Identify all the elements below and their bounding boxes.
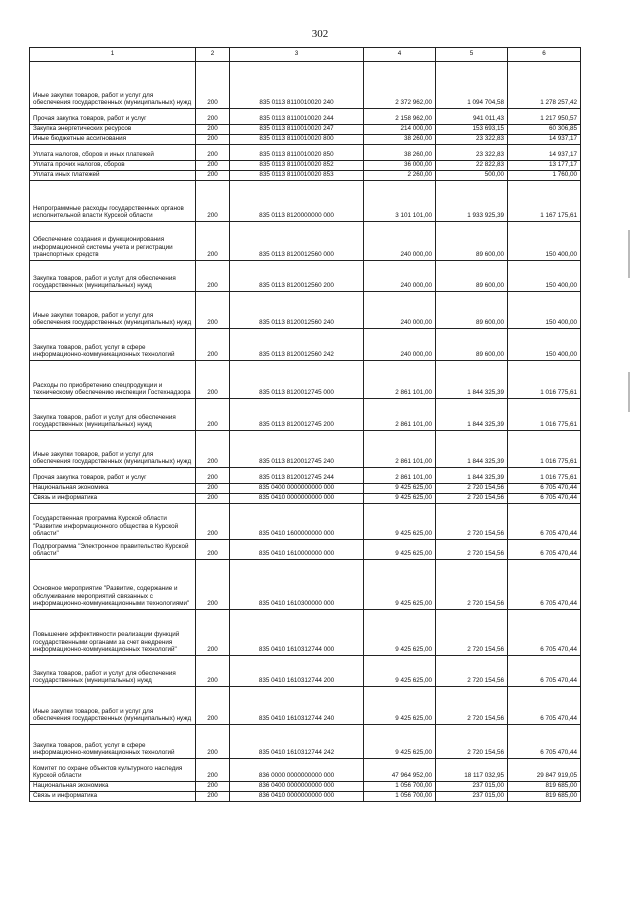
row-col-6-value: 6 705 470,44 bbox=[508, 484, 581, 494]
row-code: 835 0113 8110010020 800 bbox=[230, 135, 364, 145]
row-col-4-value: 36 000,00 bbox=[364, 161, 436, 171]
row-col-5-value: 2 720 154,56 bbox=[436, 610, 508, 656]
row-col-4-value: 47 964 952,00 bbox=[364, 759, 436, 782]
row-col-6-value: 60 306,85 bbox=[508, 125, 581, 135]
header-col-1: 1 bbox=[30, 48, 196, 62]
scan-margin-mark bbox=[628, 372, 630, 412]
table-row bbox=[30, 329, 581, 361]
row-col-5-value: 89 600,00 bbox=[436, 292, 508, 329]
row-code: 835 0113 8110010020 850 bbox=[230, 145, 364, 161]
row-code: 835 0113 8110010020 852 bbox=[230, 161, 364, 171]
row-col-4-value: 38 260,00 bbox=[364, 135, 436, 145]
row-name: Государственная программа Курской области "Развитие информационного общества в Курской области" bbox=[30, 504, 196, 540]
row-col-6-value: 6 705 470,44 bbox=[508, 540, 581, 560]
row-col-6-value: 1 016 775,61 bbox=[508, 468, 581, 484]
row-col-4-value: 9 425 625,00 bbox=[364, 484, 436, 494]
row-col-6-value: 1 167 175,61 bbox=[508, 181, 581, 222]
row-name: Прочая закупка товаров, работ и услуг bbox=[30, 109, 196, 125]
table-row bbox=[30, 125, 581, 135]
row-col-2: 200 bbox=[196, 468, 230, 484]
row-col-2: 200 bbox=[196, 687, 230, 725]
row-col-5-value: 2 720 154,56 bbox=[436, 560, 508, 610]
row-name: Национальная экономика bbox=[30, 484, 196, 494]
row-col-4-value: 9 425 625,00 bbox=[364, 656, 436, 687]
table-row bbox=[30, 759, 581, 782]
row-name: Непрограммные расходы государственных органов исполнительной власти Курской области bbox=[30, 181, 196, 222]
row-code: 836 0000 0000000000 000 bbox=[230, 759, 364, 782]
row-col-5-value: 2 720 154,56 bbox=[436, 687, 508, 725]
row-col-4-value: 2 260,00 bbox=[364, 171, 436, 181]
row-name: Расходы по приобретению спецпродукции и техническому обеспечению инспекции Гостехнадзора bbox=[30, 361, 196, 399]
row-col-2: 200 bbox=[196, 484, 230, 494]
row-col-2: 200 bbox=[196, 656, 230, 687]
row-code: 835 0410 1610312744 242 bbox=[230, 725, 364, 759]
row-code: 835 0113 8110010020 240 bbox=[230, 62, 364, 109]
table-row bbox=[30, 725, 581, 759]
row-col-4-value: 214 000,00 bbox=[364, 125, 436, 135]
row-col-2: 200 bbox=[196, 261, 230, 292]
row-name: Закупка товаров, работ, услуг в сфере информационно-коммуникационных технологий bbox=[30, 725, 196, 759]
row-col-5-value: 1 844 325,39 bbox=[436, 431, 508, 468]
row-code: 835 0113 8120000000 000 bbox=[230, 181, 364, 222]
row-code: 835 0113 8120012560 200 bbox=[230, 261, 364, 292]
row-col-6-value: 6 705 470,44 bbox=[508, 560, 581, 610]
header-col-6: 6 bbox=[508, 48, 581, 62]
row-col-4-value: 9 425 625,00 bbox=[364, 610, 436, 656]
header-col-2: 2 bbox=[196, 48, 230, 62]
row-col-5-value: 23 322,83 bbox=[436, 145, 508, 161]
row-col-4-value: 9 425 625,00 bbox=[364, 504, 436, 540]
table-row bbox=[30, 504, 581, 540]
row-col-4-value: 2 861 101,00 bbox=[364, 468, 436, 484]
row-col-4-value: 38 260,00 bbox=[364, 145, 436, 161]
table-row bbox=[30, 161, 581, 171]
row-col-5-value: 2 720 154,56 bbox=[436, 656, 508, 687]
table-row bbox=[30, 540, 581, 560]
row-col-5-value: 1 844 325,39 bbox=[436, 468, 508, 484]
row-col-2: 200 bbox=[196, 610, 230, 656]
row-code: 835 0113 8120012745 200 bbox=[230, 399, 364, 431]
row-col-2: 200 bbox=[196, 540, 230, 560]
row-code: 835 0113 8120012745 240 bbox=[230, 431, 364, 468]
row-col-5-value: 1 094 704,58 bbox=[436, 62, 508, 109]
scan-margin-mark bbox=[628, 230, 630, 278]
table-row bbox=[30, 135, 581, 145]
table-row bbox=[30, 792, 581, 802]
row-name: Связь и информатика bbox=[30, 494, 196, 504]
row-code: 835 0113 8120012560 240 bbox=[230, 292, 364, 329]
row-col-2: 200 bbox=[196, 782, 230, 792]
row-col-4-value: 2 861 101,00 bbox=[364, 361, 436, 399]
row-col-4-value: 2 372 962,00 bbox=[364, 62, 436, 109]
row-name: Иные бюджетные ассигнования bbox=[30, 135, 196, 145]
row-col-4-value: 240 000,00 bbox=[364, 222, 436, 261]
row-name: Основное мероприятие "Развитие, содержание и обслуживание мероприятий связанных с информационно-коммуникационными технологиями" bbox=[30, 560, 196, 610]
row-col-5-value: 89 600,00 bbox=[436, 222, 508, 261]
table-row bbox=[30, 560, 581, 610]
row-col-6-value: 1 278 257,42 bbox=[508, 62, 581, 109]
row-col-5-value: 1 844 325,39 bbox=[436, 361, 508, 399]
row-col-2: 200 bbox=[196, 725, 230, 759]
header-col-3: 3 bbox=[230, 48, 364, 62]
row-col-6-value: 150 400,00 bbox=[508, 292, 581, 329]
row-col-4-value: 2 158 962,00 bbox=[364, 109, 436, 125]
row-col-6-value: 6 705 470,44 bbox=[508, 725, 581, 759]
row-col-6-value: 1 217 950,57 bbox=[508, 109, 581, 125]
row-col-5-value: 1 933 925,39 bbox=[436, 181, 508, 222]
row-col-6-value: 150 400,00 bbox=[508, 222, 581, 261]
row-col-6-value: 6 705 470,44 bbox=[508, 656, 581, 687]
row-code: 835 0410 0000000000 000 bbox=[230, 494, 364, 504]
row-col-4-value: 240 000,00 bbox=[364, 329, 436, 361]
row-col-4-value: 9 425 625,00 bbox=[364, 725, 436, 759]
row-col-2: 200 bbox=[196, 171, 230, 181]
row-col-4-value: 240 000,00 bbox=[364, 261, 436, 292]
row-col-6-value: 6 705 470,44 bbox=[508, 494, 581, 504]
row-col-5-value: 941 011,43 bbox=[436, 109, 508, 125]
row-name: Закупка товаров, работ и услуг для обеспечения государственных (муниципальных) нужд bbox=[30, 656, 196, 687]
table-row bbox=[30, 687, 581, 725]
row-col-5-value: 153 693,15 bbox=[436, 125, 508, 135]
table-row bbox=[30, 656, 581, 687]
table-row bbox=[30, 468, 581, 484]
table-row bbox=[30, 109, 581, 125]
table-row bbox=[30, 431, 581, 468]
row-col-5-value: 2 720 154,56 bbox=[436, 725, 508, 759]
row-col-5-value: 500,00 bbox=[436, 171, 508, 181]
row-col-2: 200 bbox=[196, 361, 230, 399]
row-col-4-value: 240 000,00 bbox=[364, 292, 436, 329]
row-name: Подпрограмма "Электронное правительство Курской области" bbox=[30, 540, 196, 560]
row-col-4-value: 2 861 101,00 bbox=[364, 399, 436, 431]
row-name: Иные закупки товаров, работ и услуг для обеспечения государственных (муниципальных) нужд bbox=[30, 431, 196, 468]
row-col-2: 200 bbox=[196, 62, 230, 109]
row-code: 835 0113 8120012560 000 bbox=[230, 222, 364, 261]
row-col-2: 200 bbox=[196, 161, 230, 171]
table-row bbox=[30, 292, 581, 329]
table-row bbox=[30, 610, 581, 656]
row-col-4-value: 1 056 700,00 bbox=[364, 792, 436, 802]
row-code: 836 0400 0000000000 000 bbox=[230, 782, 364, 792]
row-col-2: 200 bbox=[196, 329, 230, 361]
row-col-2: 200 bbox=[196, 560, 230, 610]
row-code: 835 0113 8120012745 244 bbox=[230, 468, 364, 484]
row-name: Национальная экономика bbox=[30, 782, 196, 792]
row-name: Закупка энергетических ресурсов bbox=[30, 125, 196, 135]
row-col-5-value: 237 015,00 bbox=[436, 782, 508, 792]
header-row bbox=[30, 48, 581, 62]
row-col-6-value: 1 016 775,61 bbox=[508, 399, 581, 431]
row-col-6-value: 819 685,00 bbox=[508, 792, 581, 802]
table-row bbox=[30, 399, 581, 431]
row-name: Прочая закупка товаров, работ и услуг bbox=[30, 468, 196, 484]
row-code: 835 0113 8110010020 244 bbox=[230, 109, 364, 125]
row-col-2: 200 bbox=[196, 494, 230, 504]
row-code: 835 0410 1610300000 000 bbox=[230, 560, 364, 610]
row-col-6-value: 14 937,17 bbox=[508, 145, 581, 161]
table-row bbox=[30, 261, 581, 292]
header-col-4: 4 bbox=[364, 48, 436, 62]
table-row bbox=[30, 222, 581, 261]
row-col-6-value: 29 847 919,05 bbox=[508, 759, 581, 782]
row-code: 835 0410 1610312744 240 bbox=[230, 687, 364, 725]
row-name: Иные закупки товаров, работ и услуг для обеспечения государственных (муниципальных) нужд bbox=[30, 62, 196, 109]
row-col-4-value: 1 056 700,00 bbox=[364, 782, 436, 792]
table-row bbox=[30, 494, 581, 504]
page-number: 302 bbox=[311, 28, 329, 40]
row-col-6-value: 819 685,00 bbox=[508, 782, 581, 792]
row-name: Иные закупки товаров, работ и услуг для обеспечения государственных (муниципальных) нужд bbox=[30, 687, 196, 725]
row-col-5-value: 237 015,00 bbox=[436, 792, 508, 802]
row-name: Иные закупки товаров, работ и услуг для обеспечения государственных (муниципальных) нужд bbox=[30, 292, 196, 329]
row-col-2: 200 bbox=[196, 399, 230, 431]
table-row bbox=[30, 145, 581, 161]
row-col-6-value: 150 400,00 bbox=[508, 261, 581, 292]
row-col-5-value: 23 322,83 bbox=[436, 135, 508, 145]
row-name: Комитет по охране объектов культурного наследия Курской области bbox=[30, 759, 196, 782]
row-col-6-value: 1 760,00 bbox=[508, 171, 581, 181]
row-col-2: 200 bbox=[196, 222, 230, 261]
row-col-2: 200 bbox=[196, 109, 230, 125]
row-col-5-value: 2 720 154,56 bbox=[436, 484, 508, 494]
row-col-5-value: 2 720 154,56 bbox=[436, 540, 508, 560]
row-name: Уплата прочих налогов, сборов bbox=[30, 161, 196, 171]
row-col-5-value: 22 822,83 bbox=[436, 161, 508, 171]
row-col-2: 200 bbox=[196, 792, 230, 802]
row-col-6-value: 14 937,17 bbox=[508, 135, 581, 145]
row-code: 835 0410 1600000000 000 bbox=[230, 504, 364, 540]
table-header bbox=[30, 48, 581, 62]
budget-table bbox=[29, 47, 581, 802]
row-code: 835 0400 0000000000 000 bbox=[230, 484, 364, 494]
row-name: Повышение эффективности реализации функций государственными органами за счет внедрения информационно-коммуникационных технологий" bbox=[30, 610, 196, 656]
row-name: Связь и информатика bbox=[30, 792, 196, 802]
row-code: 835 0113 8120012560 242 bbox=[230, 329, 364, 361]
row-col-6-value: 6 705 470,44 bbox=[508, 610, 581, 656]
table-row bbox=[30, 361, 581, 399]
row-col-5-value: 89 600,00 bbox=[436, 329, 508, 361]
row-col-4-value: 2 861 101,00 bbox=[364, 431, 436, 468]
row-code: 835 0410 1610312744 000 bbox=[230, 610, 364, 656]
row-code: 835 0113 8120012745 000 bbox=[230, 361, 364, 399]
row-col-4-value: 9 425 625,00 bbox=[364, 540, 436, 560]
row-col-4-value: 9 425 625,00 bbox=[364, 560, 436, 610]
row-name: Уплата иных платежей bbox=[30, 171, 196, 181]
row-col-5-value: 89 600,00 bbox=[436, 261, 508, 292]
row-col-2: 200 bbox=[196, 759, 230, 782]
row-col-6-value: 1 016 775,61 bbox=[508, 361, 581, 399]
row-code: 836 0410 0000000000 000 bbox=[230, 792, 364, 802]
row-code: 835 0410 1610312744 200 bbox=[230, 656, 364, 687]
table-row bbox=[30, 782, 581, 792]
row-col-2: 200 bbox=[196, 504, 230, 540]
row-col-4-value: 9 425 625,00 bbox=[364, 687, 436, 725]
row-name: Закупка товаров, работ и услуг для обеспечения государственных (муниципальных) нужд bbox=[30, 399, 196, 431]
row-col-5-value: 18 117 032,95 bbox=[436, 759, 508, 782]
row-col-5-value: 2 720 154,56 bbox=[436, 494, 508, 504]
table-body bbox=[30, 62, 581, 802]
table-row bbox=[30, 171, 581, 181]
row-code: 835 0410 1610000000 000 bbox=[230, 540, 364, 560]
table-row bbox=[30, 484, 581, 494]
table-row bbox=[30, 181, 581, 222]
row-col-6-value: 6 705 470,44 bbox=[508, 687, 581, 725]
row-code: 835 0113 8110010020 247 bbox=[230, 125, 364, 135]
row-name: Уплата налогов, сборов и иных платежей bbox=[30, 145, 196, 161]
row-name: Закупка товаров, работ и услуг для обеспечения государственных (муниципальных) нужд bbox=[30, 261, 196, 292]
row-name: Закупка товаров, работ, услуг в сфере информационно-коммуникационных технологий bbox=[30, 329, 196, 361]
row-col-2: 200 bbox=[196, 181, 230, 222]
row-col-2: 200 bbox=[196, 125, 230, 135]
row-col-6-value: 150 400,00 bbox=[508, 329, 581, 361]
header-col-5: 5 bbox=[436, 48, 508, 62]
row-code: 835 0113 8110010020 853 bbox=[230, 171, 364, 181]
row-col-4-value: 3 101 101,00 bbox=[364, 181, 436, 222]
row-col-2: 200 bbox=[196, 145, 230, 161]
row-col-2: 200 bbox=[196, 135, 230, 145]
row-col-5-value: 1 844 325,39 bbox=[436, 399, 508, 431]
table-row bbox=[30, 62, 581, 109]
row-name: Обеспечение создания и функционирования информационной системы учета и регистрации транспортных средств bbox=[30, 222, 196, 261]
row-col-2: 200 bbox=[196, 431, 230, 468]
row-col-2: 200 bbox=[196, 292, 230, 329]
row-col-4-value: 9 425 625,00 bbox=[364, 494, 436, 504]
row-col-6-value: 13 177,17 bbox=[508, 161, 581, 171]
row-col-6-value: 1 016 775,61 bbox=[508, 431, 581, 468]
row-col-5-value: 2 720 154,56 bbox=[436, 504, 508, 540]
row-col-6-value: 6 705 470,44 bbox=[508, 504, 581, 540]
